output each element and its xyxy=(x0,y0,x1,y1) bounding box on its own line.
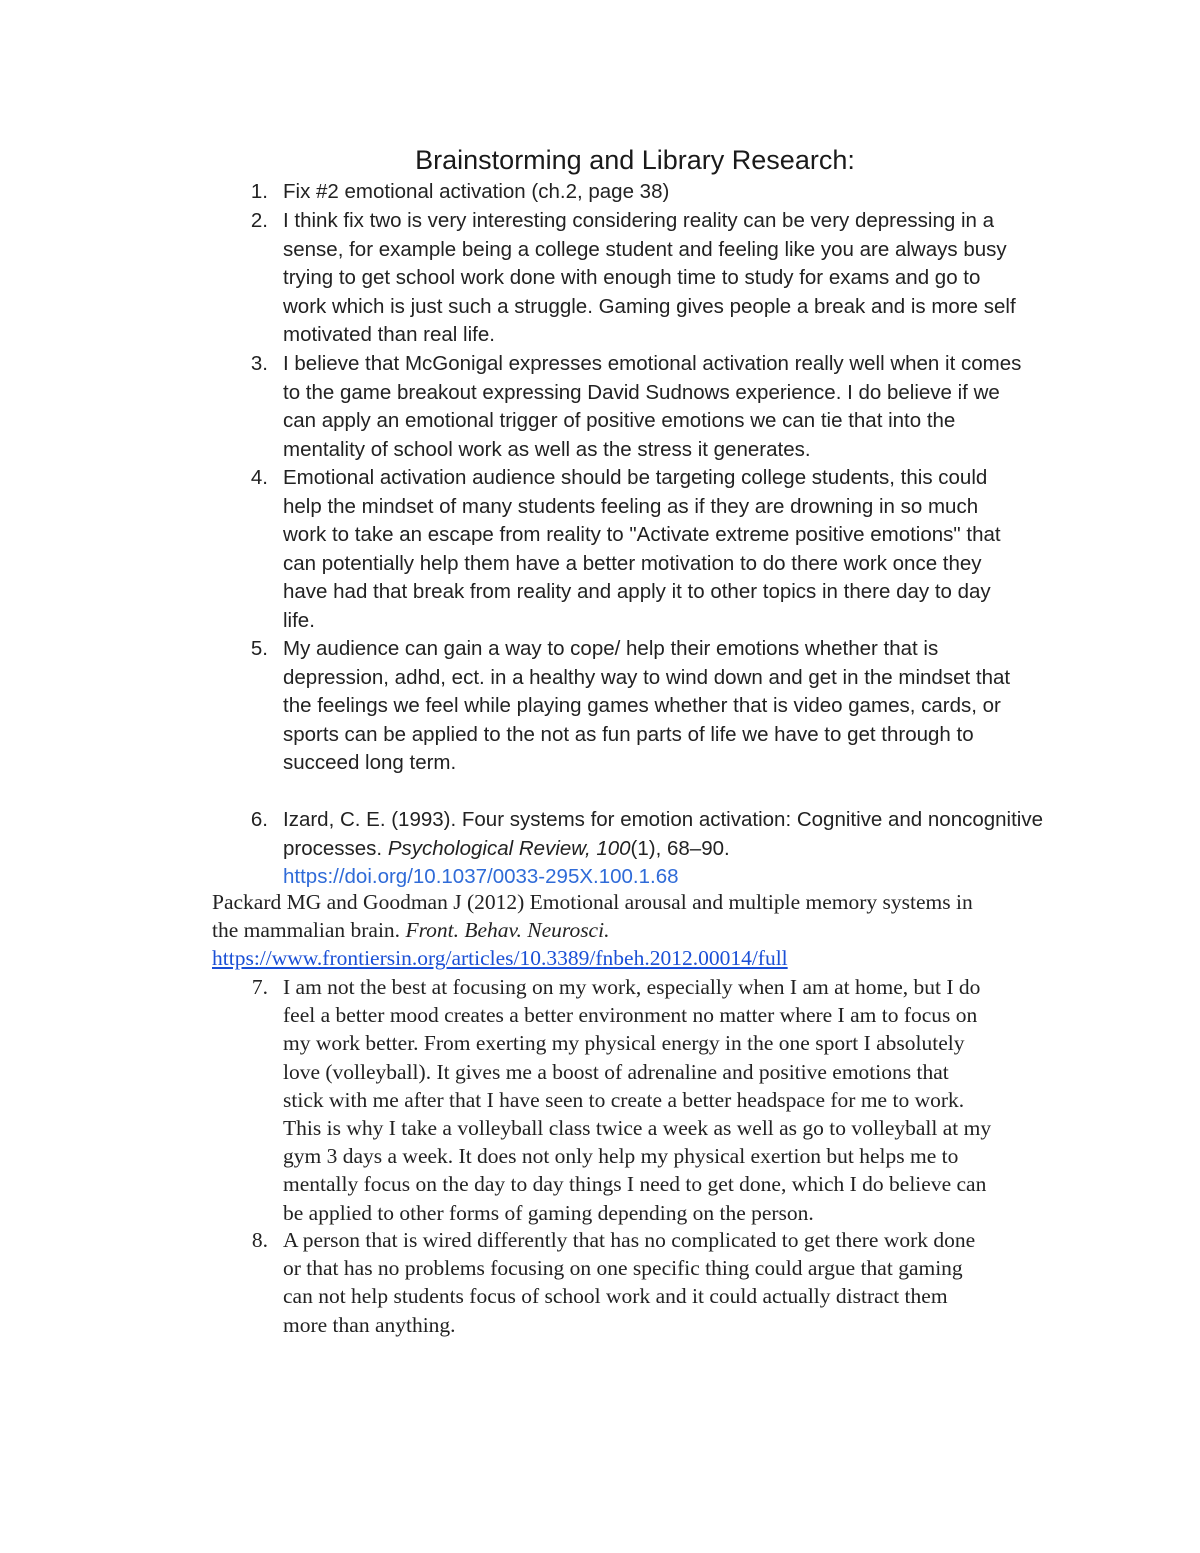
list-item-text: Fix #2 emotional activation (ch.2, page 38) xyxy=(283,180,670,203)
list-item-text: I am not the best at focusing on my work, especially when I am at home, but I do feel a better mood creates a better environment no matter where I am to focus on my work better. From exerting my physical energy in the one sport I absolutely love (volleyball). It gives me a boost of adrenaline and positive emotions that stick with me after that I have seen to create a better headspace for me to work. This is why I take a volleyball class twice a week as well as go to volleyball at my gym 3 days a week. It does not only help my physical exertion but helps me to mentally focus on the day to day things I need to get done, which I do believe can be applied to other forms of gaming depending on the person. xyxy=(283,975,992,1225)
journal-title: Front. Behav. Neurosci. xyxy=(405,918,610,943)
journal-title: Psychological Review, 100 xyxy=(387,836,631,860)
citation-text: Izard, C. E. (1993). Four systems for emotion activation: Cognitive and noncognitive processes. Psychological Review, 100(1), 68–90. https://doi.org/10.1037/0033-295X.100.1.68 xyxy=(283,808,1044,889)
list-item-text: I think fix two is very interesting considering reality can be very depressing in a sense, for example being a college student and feeling like you are always busy trying to get school work done with enough time to study for exams and go to work which is just such a struggle. Gaming gives people a break and is more self motivated than real life. xyxy=(283,209,1016,347)
list-number: 4. xyxy=(250,466,268,489)
list-number: 2. xyxy=(250,209,268,232)
reference-block: Packard MG and Goodman J (2012) Emotional arousal and multiple memory systems in the mammalian brain. Front. Behav. Neurosci. https://www.frontiersin.org/articles/10.3389/fnbeh.2012.00014/full xyxy=(212,890,973,971)
list-number: 8. xyxy=(251,1228,268,1252)
list-item-text: I believe that McGonigal expresses emotional activation really well when it comes to the game breakout expressing David Sudnows experience. I do believe if we can apply an emotional trigger of positive emotions we can tie that into the mentality of school work as well as the stress it generates. xyxy=(283,352,1022,461)
doi-link[interactable]: https://doi.org/10.1037/0033-295X.100.1.68 xyxy=(283,865,679,889)
list-number: 5. xyxy=(250,637,268,660)
frontiers-link[interactable]: https://www.frontiersin.org/articles/10.3389/fnbeh.2012.00014/full xyxy=(212,946,788,971)
list-number: 3. xyxy=(250,352,268,375)
list-number: 6. xyxy=(250,808,268,831)
list-number: 7. xyxy=(251,975,268,999)
list-item-text: Emotional activation audience should be targeting college students, this could help the mindset of many students feeling as if they are drowning in so much work to take an escape from reality to "Activate extreme positive emotions" that can potentially help them have a better motivation to do there work once they have had that break from reality and apply it to other topics in there day to day life. xyxy=(283,466,1001,632)
list-item-text: My audience can gain a way to cope/ help their emotions whether that is depression, adhd, ect. in a healthy way to wind down and get in the mindset that the feelings we feel while playing games whether that is video games, cards, or sports can be applied to the not as fun parts of life we have to get through to succeed long term. xyxy=(283,637,1011,775)
list-item-text: A person that is wired differently that has no complicated to get there work done or that has no problems focusing on one specific thing could argue that gaming can not help students focus of school work and it could actually distract them more than anything. xyxy=(283,1228,976,1337)
list-number: 1. xyxy=(250,180,268,203)
page-title: Brainstorming and Library Research: xyxy=(415,145,855,175)
